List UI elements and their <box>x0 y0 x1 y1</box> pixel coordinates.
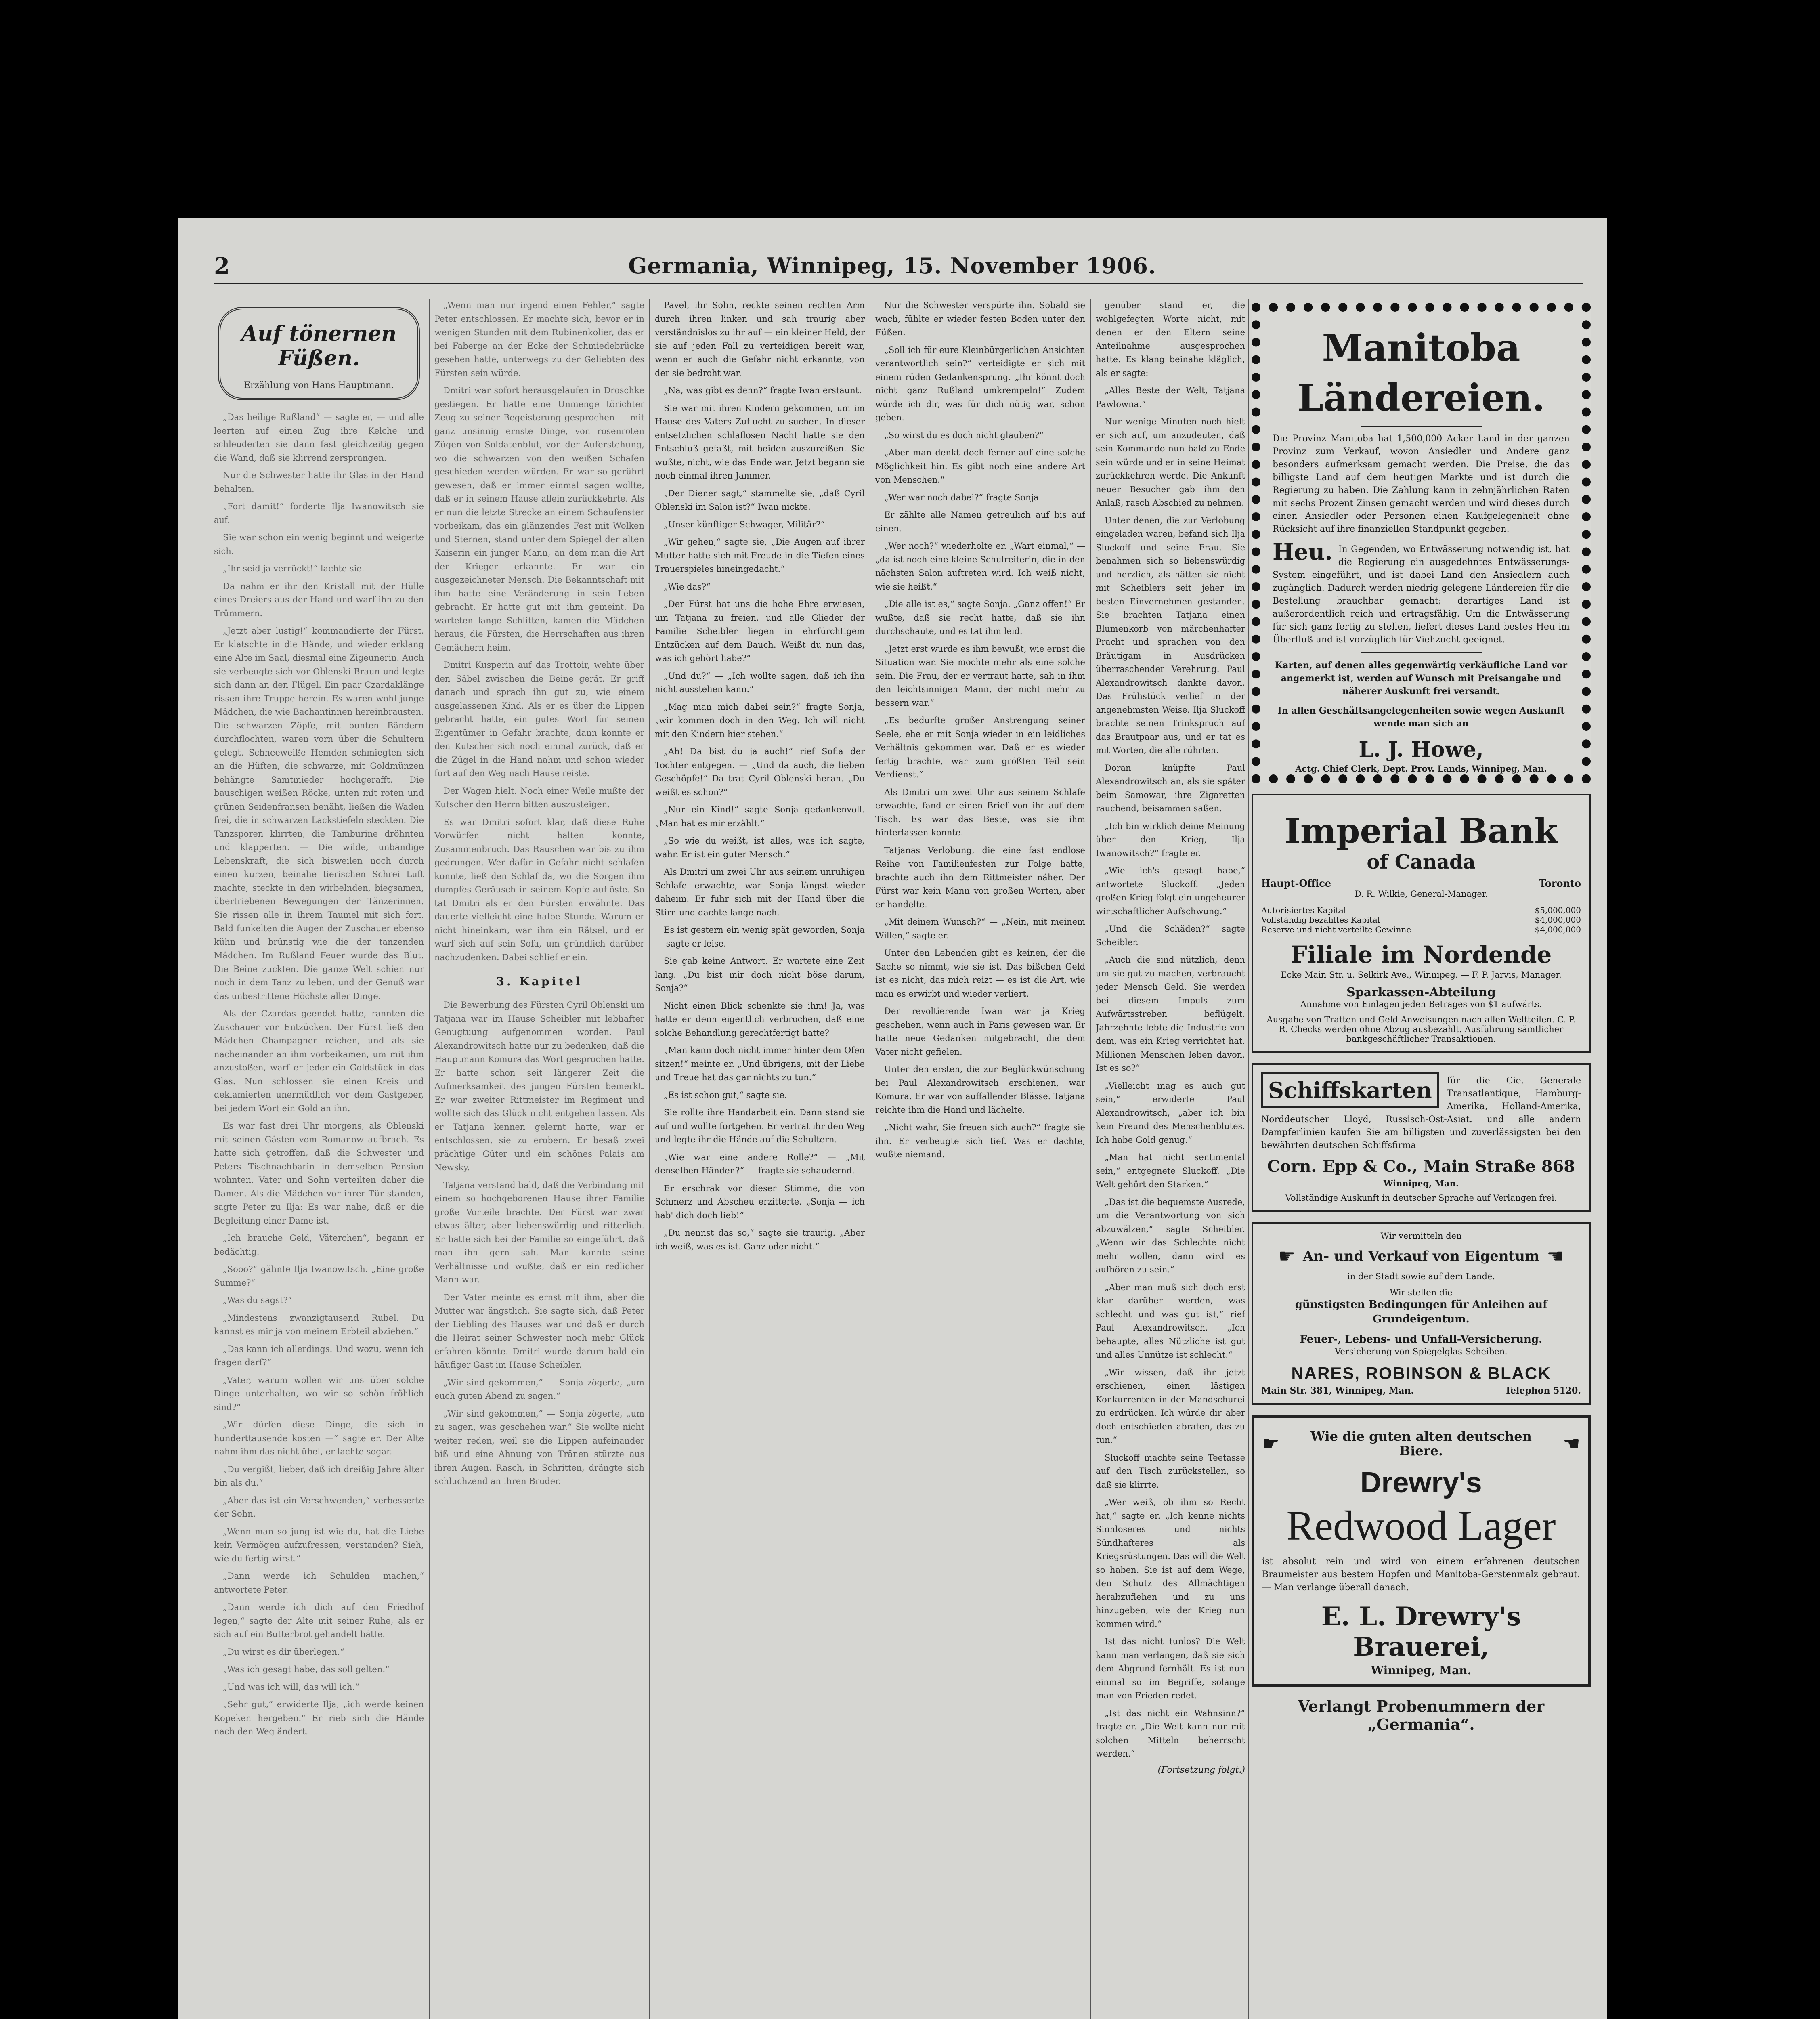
story-paragraph: „Alles Beste der Welt, Tatjana Pawlowna.“ <box>1096 386 1245 409</box>
story-paragraph: „Wenn man nur irgend einen Fehler,“ sagte Peter entschlossen. Er machte sich, bevor er in wenigen Stunden mit dem Rubinenkolier, das er bei Faberge an der Ecke der Schmiedebrücke gesehen hatte, unterwegs zu der Geliebten des Fürsten sein würde. <box>434 300 644 378</box>
nares-ad <box>1252 1222 1591 1405</box>
story-paragraph: Nicht einen Blick schenkte sie ihm! Ja, was hatte er denn eigentlich verbrochen, daß eine solche Behandlung gerechtfertigt hatte? <box>655 1001 865 1038</box>
story-column-4 <box>875 299 1085 2019</box>
col5-paragraphs <box>1096 299 1245 1761</box>
manitoba-note: Karten, auf denen alles gegenwärtig verkäufliche Land vor angemerkt ist, werden auf Wunsch mit Preisangabe und näherer Auskunft frei versandt. <box>1275 660 1568 697</box>
story-paragraph: „Und was ich will, das will ich.“ <box>223 1682 359 1692</box>
story-paragraph: „Das ist die bequemste Ausrede, um die Verantwortung von sich abzuwälzen,“ sagte Scheibler. „Wenn wir das Schlechte nicht mehr wollen, dann wird es aufhören zu sein.“ <box>1096 1197 1245 1274</box>
story-paragraph: „Wir sind gekommen,“ — Sonja zögerte, „um euch guten Abend zu sagen.“ <box>434 1377 644 1401</box>
schiff-footer: Vollständige Auskunft in deutscher Sprache auf Verlangen frei. <box>1285 1193 1557 1203</box>
story-paragraph: Unter denen, die zur Verlobung eingeladen waren, befand sich Ilja Sluckoff und seine Frau. Sie benahmen sich so liebenswürdig und herzlich, als hätten sie nicht mit Scheiblers seit jeher im besten Einvernehmen gestanden. Sie brachten Tatjana einen Blumenkorb von märchenhafter Pracht und sprachen von den Bräutigam in Ausdrücken überraschender Verehrung. Paul Alexandrowitsch dankte davon. Das Frühstück verlief in der angenehmsten Weise. Ilja Sluckoff brachte seinen Trinkspruch auf das Brautpaar aus, und er tat es mit Worten, die alle rührten. <box>1096 515 1245 755</box>
nares-offer: günstigsten Bedingungen für Anleihen auf Grundeigentum. <box>1295 1299 1547 1325</box>
nares-address: Main Str. 381, Winnipeg, Man. <box>1261 1385 1414 1396</box>
story-paragraph: „Und die Schäden?“ sagte Scheibler. <box>1096 924 1245 947</box>
story-paragraph: Als Dmitri um zwei Uhr aus seinem unruhigen Schlafe erwachte, war Sonja längst wieder daheim. Er fuhr sich mit der Hand über die Stirn und dachte lange nach. <box>655 867 865 917</box>
manitoba-title-1: Manitoba <box>1322 326 1520 369</box>
sparkassen-title: Sparkassen-Abteilung <box>1346 985 1496 999</box>
nares-insurance-sub: Versicherung von Spiegelglas-Scheiben. <box>1335 1347 1508 1356</box>
imperial-bank-ad <box>1252 794 1591 1053</box>
story-paragraph: „Nur ein Kind!“ sagte Sonja gedankenvoll. „Man hat es mir erzählt.“ <box>655 805 865 828</box>
divider <box>1361 652 1482 653</box>
story-paragraph: „Mindestens zwanzigtausend Rubel. Du kannst es mir ja von meinem Erbteil abziehen.“ <box>214 1313 424 1336</box>
schiff-body: für die Cie. Generale Transatlantique, Hamburg-Amerika, Holland-Amerika, Norddeutscher Lloyd, Russisch-Ost-Asiat. und alle andern Dampferlinien kaufen Sie am billigsten und zuverlässigsten bei den bewährten deutschen Schiffsfirma <box>1261 1076 1581 1150</box>
story-paragraph: Doran knüpfte Paul Alexandrowitsch an, als sie später beim Samowar, ihre Zigaretten rauchend, beisammen saßen. <box>1096 763 1245 813</box>
page-number: 2 <box>214 253 230 279</box>
story-paragraph: Sie war mit ihren Kindern gekommen, um im Hause des Vaters Zuflucht zu suchen. In dieser entsetzlichen schlaflosen Nacht hatte sie den Entschluß gefaßt, mit beiden auszureißen. Sie wußte, nicht, wie das Ende war. Jetzt begann sie noch einmal ihren Jammer. <box>655 403 865 481</box>
nares-offer-intro: Wir stellen die <box>1390 1288 1453 1297</box>
nares-insurance: Feuer-, Lebens- und Unfall-Versicherung. <box>1300 1333 1543 1345</box>
story-paragraph: Als Dmitri um zwei Uhr aus seinem Schlafe erwachte, fand er einen Brief von ihr auf dem Tisch. Es war das Beste, was sie ihm hinterlassen konnte. <box>875 787 1085 837</box>
story-paragraph: Unter den Lebenden gibt es keinen, der die Sache so nimmt, wie sie ist. Das bißchen Geld ist es nicht, das mich reizt — es ist die Art, wie man es erwirbt und wieder verliert. <box>875 948 1085 999</box>
heu-text: In Gegenden, wo Entwässerung notwendig ist, hat die Regierung ein ausgedehntes Entwässerungs-System eingeführt, und ist dabei Land den Ansiedlern auch zugänglich. Dadurch werden niedrig gelegene Ländereien für die Bestellung brauchbar gemacht; derartiges Land ist außerordentlich reich und ertragsfähig. Um die Entwässerung für sich ganz fertig zu stellen, liefert dieses Land bestes Heu im Überfluß und ist vorzüglich für Viehzucht geeignet. <box>1273 544 1570 645</box>
story-paragraph: Es ist gestern ein wenig spät geworden, Sonja — sagte er leise. <box>655 925 865 949</box>
nares-sub: in der Stadt sowie auf dem Lande. <box>1347 1272 1495 1281</box>
story-paragraph: „Wer noch?“ wiederholte er. „Wart einmal,“ — „da ist noch eine kleine Schulreiterin, die in den nächsten Salon auftreten wird. Ich weiß nicht, wie sie heißt.“ <box>875 541 1085 592</box>
story-paragraph: „Fort damit!“ forderte Ilja Iwanowitsch sie auf. <box>214 502 424 525</box>
col4-paragraphs <box>875 299 1085 1162</box>
story-paragraph: „Man kann doch nicht immer hinter dem Ofen sitzen!“ meinte er. „Und übrigens, mit der Liebe und Treue hat das gar nichts zu tun.“ <box>655 1045 865 1082</box>
story-paragraph: „Das heilige Rußland“ — sagte er, — und alle leerten auf einen Zug ihre Kelche und schleuderten sie dann fast gleichzeitig gegen die Wand, daß sie klirrend zersprangen. <box>214 412 424 463</box>
masthead <box>178 253 1607 281</box>
drewry-body: ist absolut rein und wird von einem erfahrenen deutschen Braumeister aus bestem Hopfen und Manitoba-Gerstenmalz gebraut. — Man verlange überall danach. <box>1262 1557 1580 1593</box>
drewry-slogan: Wie die guten alten deutschen Biere. <box>1310 1429 1532 1459</box>
column-rule <box>429 299 430 2019</box>
masthead-rule <box>214 283 1583 284</box>
masthead-title: Germania, Winnipeg, 15. November 1906. <box>628 253 1156 279</box>
story-paragraph: „Das kann ich allerdings. Und wozu, wenn ich fragen darf?“ <box>214 1344 424 1367</box>
col2-paragraphs-b <box>434 999 644 1488</box>
capital-row <box>1261 905 1581 915</box>
story-paragraph: „Wie ich's gesagt habe,“ antwortete Sluckoff. „Jeden großen Krieg folgt ein ungeheurer wirtschaftlicher Aufschwung.“ <box>1096 866 1245 916</box>
story-paragraph: Der Vater meinte es ernst mit ihm, aber die Mutter war ängstlich. Sie sagte sich, daß Peter der Liebling des Hauses war und daß er durch die Heirat seiner Schwester noch mehr Glück erfahren könnte. Dmitri wurde darum bald ein häufiger Gast im Hause Scheibler. <box>434 1292 644 1370</box>
story-column-2 <box>434 299 644 2019</box>
story-paragraph: „Wenn man so jung ist wie du, hat die Liebe kein Vermögen aufzufressen, verstanden? Sieh, wie du fertig wirst.“ <box>214 1526 424 1564</box>
row-label: Autorisiertes Kapital <box>1261 905 1346 915</box>
story-paragraph: Ist das nicht tunlos? Die Welt kann man verlangen, daß sie sich dem Abgrund fernhält. Es ist nun einmal so im Begriffe, solange man von Frieden redet. <box>1096 1637 1245 1700</box>
story-paragraph: „So wirst du es doch nicht glauben?“ <box>884 430 1044 440</box>
nares-headline-row <box>1261 1245 1581 1268</box>
office-right: Toronto <box>1539 877 1581 889</box>
manitoba-contact: In allen Geschäftsangelegenheiten sowie wegen Auskunft wende man sich an <box>1277 705 1565 729</box>
story-paragraph: „Aber man muß sich doch erst klar darüber werden, was schlecht und was gut ist,“ rief Paul Alexandrowitsch. „Ich behaupte, alles Nützliche ist gut und alles Unnütze ist schlecht.“ <box>1096 1282 1245 1360</box>
story-paragraph: „Es bedurfte großer Anstrengung seiner Seele, ehe er mit Sonja wieder in ein leidliches Verhältnis gekommen war. Daß er es wieder fertig brachte, war zum größten Teil sein Verdienst.“ <box>875 716 1085 779</box>
story-paragraph: Nur die Schwester hatte ihr Glas in der Hand behalten. <box>214 470 424 494</box>
col1-paragraphs <box>214 411 424 1739</box>
story-paragraph: Sie rollte ihre Handarbeit ein. Dann stand sie auf und wollte fortgehen. Er vertrat ihr den Weg und legte ihr die Hände auf die Schultern. <box>655 1108 865 1144</box>
story-paragraph: „Ist das nicht ein Wahnsinn?“ fragte er. „Die Welt kann nur mit solchen Mitteln beherrscht werden.“ <box>1096 1708 1245 1759</box>
manitoba-heu-block <box>1273 539 1570 646</box>
story-paragraph: genüber stand er, die wohlgefegten Worte nicht, mit denen er den Eltern seine Anteilnahme ausgesprochen hatte. Es klang beinahe kläglich, als er sagte: <box>1096 300 1245 378</box>
story-paragraph: Nur wenige Minuten noch hielt er sich auf, um anzudeuten, daß sein Kommando nun bald zu Ende sein würde und er in seine Heimat zurückkehren werde. Die Ankunft neuer Besucher gab ihm den Anlaß, rasch Abschied zu nehmen. <box>1096 417 1245 508</box>
office-left: Haupt-Office <box>1261 877 1331 889</box>
story-paragraph: „Ah! Da bist du ja auch!“ rief Sofia der Tochter entgegen. — „Und da auch, die lieben Geschöpfe!“ Da trat Cyril Oblenski heran. „Du weißt es schon?“ <box>655 747 865 797</box>
story-paragraph: „Was du sagst?“ <box>223 1295 292 1305</box>
story-paragraph: „Ich brauche Geld, Väterchen“, begann er bedächtig. <box>214 1233 424 1257</box>
story-column-1 <box>214 299 424 2019</box>
story-title-box <box>218 307 420 400</box>
story-paragraph: Sie gab keine Antwort. Er wartete eine Zeit lang. „Du bist mir doch nicht böse darum, Sonja?“ <box>655 956 865 993</box>
story-title: Auf tönernen Füßen. <box>241 321 397 371</box>
pointing-hand-icon: ☚ <box>1562 1432 1580 1455</box>
advertisement-column <box>1252 303 1591 1734</box>
story-paragraph: Es war Dmitri sofort klar, daß diese Ruhe Vorwürfen nicht halten konnte, Zusammenbruch. Das Rauschen war bis zu ihm gedrungen. Wer dafür in Gefahr nicht schlafen konnte, ließ den Schlaf da, wo die Sorgen ihm dumpfes Geräusch in seinem Kopfe auflöste. So tat Dmitri als er den Fürsten erwähnte. Das dauerte vielleicht eine halbe Stunde. Warum er nicht hineinkam, war ihm ein Rätsel, und er warf sich auf sein Sofa, um gründlich darüber nachzudenken. Dabei schlief er ein. <box>434 817 644 962</box>
drewry-brewery: E. L. Drewry's Brauerei, <box>1321 1601 1521 1662</box>
newspaper-page <box>178 218 1607 2019</box>
story-paragraph: „Wir sind gekommen,“ — Sonja zögerte, „um zu sagen, was geschehen war.“ Sie wollte nicht weiter reden, weil sie die Lippen aufeinander biß und eine Ahnung von Tränen stürzte aus ihren Augen. Rasch, in Schritten, drängte sich schluchzend an ihren Bruder. <box>434 1408 644 1486</box>
story-paragraph: „Wie war eine andere Rolle?“ — „Mit denselben Händen?“ — fragte sie schaudernd. <box>655 1152 865 1175</box>
story-paragraph: Der Wagen hielt. Noch einer Weile mußte der Kutscher den Herrn bitten auszusteigen. <box>434 786 644 809</box>
story-paragraph: „Die alle ist es,“ sagte Sonja. „Ganz offen!“ Er wußte, daß sie recht hatte, daß sie ihn durchschaute, und es tat ihm leid. <box>875 599 1085 636</box>
manitoba-body: Die Provinz Manitoba hat 1,500,000 Acker Land in der ganzen Provinz zum Verkauf, wovon Ansiedler und Andere ganz besonders aufmerksam gemacht werden. Die Preise, die das billigste Land auf dem heutigen Markte und ist durch die Regierung zu haben. Die Zahlung kann in zehnjährlichen Raten mit sechs Prozent Zinsen gemacht werden und wird dieses durch einen Ansiedler oder Personen einen Kaufgelegenheit ohne Rücksicht auf ihre finanziellen Standpunkt gegeben. <box>1273 434 1570 534</box>
story-paragraph: Tatjana verstand bald, daß die Verbindung mit einem so hochgeborenen Hause ihrer Familie große Vorteile brachte. Der Fürst war zwar etwas älter, aber liebenswürdig und ritterlich. Er hatte sich bei der Familie so eingeführt, daß man ihn gern sah. Man kannte seine Verhältnisse und wußte, daß er ein redlicher Mann war. <box>434 1180 644 1284</box>
sample-request-line: Verlangt Probenummern der „Germania“. <box>1298 1697 1545 1734</box>
story-paragraph: Sluckoff machte seine Teetasse auf den Tisch zurückstellen, so daß sie klirrte. <box>1096 1452 1245 1490</box>
story-paragraph: „Es ist schon gut,“ sagte sie. <box>664 1090 787 1100</box>
story-paragraph: „Dann werde ich dich auf den Friedhof legen,“ sagte der Alte mit seiner Ruhe, als er sich auf ein Butterbrot gehandelt hätte. <box>214 1602 424 1639</box>
schiff-city: Winnipeg, Man. <box>1383 1178 1459 1188</box>
story-paragraph: „Auch die sind nützlich, denn um sie gut zu machen, verbraucht jeder Mensch Geld. Sie werden bei diesem Impuls zum Aufwärtsstreben beflügelt. Jahrzehnte lebte die Industrie von dem, was ein Krieg verrichtet hat. Millionen Menschen leben davon. Ist es so?“ <box>1096 955 1245 1073</box>
story-paragraph: „Was ich gesagt habe, das soll gelten.“ <box>223 1664 390 1674</box>
story-paragraph: Sie war schon ein wenig beginnt und weigerte sich. <box>214 533 424 556</box>
story-byline: Erzählung von Hans Hauptmann. <box>243 380 394 390</box>
story-paragraph: Er zählte alle Namen getreulich auf bis auf einen. <box>875 510 1085 533</box>
column-rule <box>1090 299 1091 2019</box>
story-paragraph: „Vielleicht mag es auch gut sein,“ erwiderte Paul Alexandrowitsch, „aber ich bin kein Freund des Menschenblutes. Ich habe Gold genug.“ <box>1096 1081 1245 1145</box>
branch-title: Filiale im Nordende <box>1290 941 1552 968</box>
drewry-slogan-row <box>1262 1429 1580 1458</box>
story-paragraph: „Sooo?“ gähnte Ilja Iwanowitsch. „Eine große Summe?“ <box>214 1264 424 1288</box>
row-value: $4,000,000 <box>1535 925 1581 934</box>
capital-row <box>1261 925 1581 934</box>
story-paragraph: „Jetzt erst wurde es ihm bewußt, wie ernst die Situation war. Sie mochte mehr als eine solche sein. Die Frau, der er vertraut hatte, sah in ihm den leichtsinnigen Mann, der nicht mehr zu bessern war.“ <box>875 644 1085 708</box>
story-paragraph: „Du nennst das so,“ sagte sie traurig. „Aber ich weiß, was es ist. Ganz oder nicht.“ <box>655 1228 865 1251</box>
col3-paragraphs <box>655 299 865 1253</box>
pointing-hand-icon: ☛ <box>1262 1432 1280 1455</box>
story-column-3 <box>655 299 865 2019</box>
imperial-title: Imperial Bank <box>1284 811 1558 851</box>
sparkassen-sub: Annahme von Einlagen jeden Betrages von $1 aufwärts. <box>1300 999 1542 1009</box>
pointing-hand-icon: ☚ <box>1547 1245 1564 1268</box>
story-paragraph: „Ich bin wirklich deine Meinung über den Krieg, Ilja Iwanowitsch?“ fragte er. <box>1096 821 1245 858</box>
story-column-5 <box>1096 299 1245 2019</box>
story-paragraph: „Aber das ist ein Verschwenden,“ verbesserte der Sohn. <box>214 1495 424 1519</box>
branch-sub: Ecke Main Str. u. Selkirk Ave., Winnipeg. — F. P. Jarvis, Manager. <box>1281 970 1562 980</box>
story-paragraph: „Man hat nicht sentimental sein,“ entgegnete Sluckoff. „Die Welt gehört den Starken.“ <box>1096 1152 1245 1189</box>
story-paragraph: „Der Diener sagt,“ stammelte sie, „daß Cyril Oblenski im Salon ist?“ Iwan nickte. <box>655 488 865 512</box>
continued-note: (Fortsetzung folgt.) <box>1157 1765 1245 1775</box>
story-paragraph: „Mit deinem Wunsch?“ — „Nein, mit meinem Willen,“ sagte er. <box>875 917 1085 940</box>
row-value: $5,000,000 <box>1535 905 1581 915</box>
story-paragraph: „Wir dürfen diese Dinge, die sich in hunderttausende kosten —“ sagte er. Der Alte nahm ihm das nicht übel, er lachte sogar. <box>214 1420 424 1457</box>
capital-row <box>1261 915 1581 925</box>
story-paragraph: „Jetzt aber lustig!“ kommandierte der Fürst. Er klatschte in die Hände, und wieder erklang eine Alte im Saal, diesmal eine Zigeunerin. Auch sie verbeugte sich vor Oblenski Braun und legte sich dann an den Flügel. Ein paar Czardaklänge rissen ihre Truppe herein. Es waren wohl junge Mädchen, die wie Bachantinnen hereinbrausten. Die schwarzen Zöpfe, mit bunten Bändern durchflochten, waren vorn über die Schultern gelegt. Schneeweiße Hemden schmiegten sich an die Hüften, die schwarze, mit Goldmünzen behängte Samtmieder hochgerafft. Die bauschigen weißen Röcke, unten mit roten und grünen Seidenfransen benäht, ließen die Waden frei, die in schwarzen Lackstiefeln steckten. Die Tanzsporen klirrten, die Tamburine dröhnten und klapperten. — Die wilde, unbändige Lebenskraft, die sich bisweilen noch durch einen kurzen, beinahe tierischen Schrei Luft machte, steckte in den wirbelnden, biegsamen, übertriebenen Bewegungen der Tänzerinnen. Sie rissen alle in ihrem Taumel mit sich fort. Bald funkelten die Augen der Zuschauer ebenso kühn und brünstig wie die der tanzenden Mädchen. Im Rußland Feuer wurde das Blut. Die Beine zuckten. Die ganze Welt schien nur noch in dem Tanz zu leben, und der Genuß war das unbestrittene Höchste aller Dinge. <box>214 626 424 1001</box>
story-paragraph: „Dann werde ich Schulden machen,“ antwortete Peter. <box>214 1571 424 1595</box>
story-paragraph: „So wie du weißt, ist alles, was ich sagte, wahr. Er ist ein guter Mensch.“ <box>655 836 865 859</box>
nares-headline: An- und Verkauf von Eigentum <box>1302 1248 1540 1264</box>
manitoba-title-2: Ländereien. <box>1297 376 1545 420</box>
schiff-title: Schiffskarten <box>1261 1072 1439 1108</box>
row-label: Vollständig bezahltes Kapital <box>1261 915 1380 925</box>
story-paragraph: „Na, was gibt es denn?“ fragte Iwan erstaunt. <box>664 386 862 395</box>
story-paragraph: Der revoltierende Iwan war ja Krieg geschehen, wenn auch in Paris gewesen war. Er hatte neue Gedanken mitgebracht, die dem Vater nicht gefielen. <box>875 1006 1085 1057</box>
story-paragraph: „Nicht wahr, Sie freuen sich auch?“ fragte sie ihn. Er verbeugte sich tief. Was er dachte, wußte niemand. <box>875 1123 1085 1159</box>
story-paragraph: „Soll ich für eure Kleinbürgerlichen Ansichten verantwortlich sein?“ verteidigte er sich mit einem rüden Gedankensprung. „Ihr könnt doch nicht ganz Rußland umkrempeln!“ Zudem würde ich dir, was für dich nötig war, schon geben. <box>875 345 1085 422</box>
story-paragraph: Nur die Schwester verspürte ihn. Sobald sie wach, fühlte er wieder festen Boden unter den Füßen. <box>875 300 1085 337</box>
drewry-product: Redwood Lager <box>1286 1503 1556 1549</box>
story-paragraph: Da nahm er ihr den Kristall mit der Hülle eines Dreiers aus der Hand und warf ihn zu den Trümmern. <box>214 581 424 618</box>
imperial-manager: D. R. Wilkie, General-Manager. <box>1354 889 1488 899</box>
imperial-capital-table <box>1261 905 1581 934</box>
row-value: $4,000,000 <box>1535 915 1581 925</box>
imperial-office-row <box>1261 877 1581 889</box>
story-paragraph: Dmitri Kusperin auf das Trottoir, wehte über den Säbel zwischen die Beine gerät. Er griff danach und sprach ihn gut zu, wie einem ausgelassenen Kind. Als er es über die Lippen gebracht hatte, ein gutes Wort für seinen Eigentümer in Gefahr brachte, dann konnte er den Kutscher sich noch einmal zurück, daß er die Zügel in die Hand nahm und schon wieder fort auf den Weg nach Hause reiste. <box>434 660 644 778</box>
nares-firm: NARES, ROBINSON & BLACK <box>1291 1364 1551 1383</box>
story-paragraph: Als der Czardas geendet hatte, rannten die Zuschauer vor Entzücken. Der Fürst ließ den Mädchen Champagner reichen, und als sie nacheinander an ihm vorbeikamen, um mit ihm anzustoßen, warf er jeder ein Goldstück in das Glas. Nun schlossen sie einen Kreis und deklamierten unermüdlich vor dem Gastgeber, bei jedem Wort ein Gold an ihn. <box>214 1009 424 1113</box>
nares-contact-row <box>1261 1385 1581 1396</box>
pointing-hand-icon: ☛ <box>1278 1245 1296 1268</box>
drewry-brand: Drewry's <box>1360 1467 1482 1499</box>
story-paragraph: „Vater, warum wollen wir uns über solche Dinge unterhalten, wo wir so schön fröhlich sind?“ <box>214 1375 424 1412</box>
schiff-firm: Corn. Epp & Co., Main Straße 868 <box>1267 1157 1575 1176</box>
col2-paragraphs-a <box>434 299 644 964</box>
nares-phone: Telephon 5120. <box>1505 1385 1581 1396</box>
story-paragraph: „Und du?“ — „Ich wollte sagen, daß ich ihn nicht ausstehen kann.“ <box>655 671 865 694</box>
story-paragraph: Dmitri war sofort herausgelaufen in Droschke gestiegen. Er hatte eine Unmenge törichter Zeug zu seiner Begeisterung gesprochen — mit ganz unsinnig ernste Dinge, von rosenroten Zügen von Soldatenblut, von der Auferstehung, wo die schwarzen von den weißen Schafen geschieden werden würden. Er war so gerührt gewesen, daß er immer einmal sagen wollte, daß er in seinem Hause allein zurückkehrte. Als er nun die letzte Strecke an einem Schaufenster vorbeikam, das ein glänzendes Fest mit Wolken und Sternen, stand unter dem Spiegel der alten Kaiserin ein junger Mann, an dem man die Art der Krieger erkannte. Er war ein ausgezeichneter Mensch. Die Bekanntschaft mit ihm hatte eine Veränderung in sein Leben gebracht. Er hatte gut mit ihm gemeint. Da warteten lange Schlitten, kamen die Mädchen heraus, die Fürsten, die Herrschaften aus ihren Gemächern heim. <box>434 386 644 653</box>
nares-intro: Wir vermitteln den <box>1380 1231 1462 1241</box>
story-paragraph: „Wer war noch dabei?“ fragte Sonja. <box>884 492 1042 502</box>
divider <box>1361 426 1482 427</box>
story-paragraph: Tatjanas Verlobung, die eine fast endlose Reihe von Familienfesten zur Folge hatte, brachte auch ihn dem Rittmeister näher. Der Fürst war kein Mann von großen Worten, aber er handelte. <box>875 845 1085 909</box>
heu-label: Heu. <box>1273 539 1333 565</box>
row-label: Reserve und nicht verteilte Gewinne <box>1261 925 1411 934</box>
drewry-city: Winnipeg, Man. <box>1371 1664 1472 1677</box>
story-paragraph: „Sehr gut,“ erwiderte Ilja, „ich werde keinen Kopeken hergeben.“ Er rieb sich die Hände nach den Weg ändert. <box>214 1700 424 1736</box>
story-paragraph: Pavel, ihr Sohn, reckte seinen rechten Arm durch ihren linken und sah traurig aber verständnislos zu ihr auf — ein kleiner Held, der sie auf jeden Fall zu verteidigen bereit war, wenn er auch die Gefahr nicht erkannte, von der sie bedroht war. <box>655 300 865 378</box>
story-paragraph: „Der Fürst hat uns die hohe Ehre erwiesen, um Tatjana zu freien, und alle Glieder der Familie Scheibler liegen in ehrfürchtigem Entzücken auf dem Bauch. Weißt du nun das, was ich gehört habe?“ <box>655 599 865 663</box>
story-paragraph: „Du wirst es dir überlegen.“ <box>223 1647 344 1657</box>
story-paragraph: „Wir gehen,“ sagte sie, „Die Augen auf ihrer Mutter hatte sich mit Freude in die Tiefen eines Trauerspieles hineingedacht.“ <box>655 537 865 574</box>
story-paragraph: „Ihr seid ja verrückt!“ lachte sie. <box>223 564 365 573</box>
story-paragraph: „Wer weiß, ob ihm so Recht hat,“ sagte er. „Ich kenne nichts Sinnloseres und nichts Sündhafteres als Kriegsrüstungen. Das will die Welt so haben. Sie ist auf dem Wege, den Schutz des Allmächtigen herabzuflehen und zu uns hinzugeben, wie der Krieg nun kommen wird.“ <box>1096 1497 1245 1629</box>
story-paragraph: Die Bewerbung des Fürsten Cyril Oblenski um Tatjana war im Hause Scheibler mit lebhafter Genugtuung aufgenommen worden. Paul Alexandrowitsch hatte nur zu bedenken, daß die Hauptmann Komura das Wort gesprochen hatte. Er hatte schon seit längerer Zeit die Aufmerksamkeit des jungen Fürsten bemerkt. Er war zweiter Rittmeister im Regiment und wollte sich das Glück nicht entgehen lassen. Als er Tatjana kennen gelernt hatte, war er entschlossen, sie zu erobern. Er besaß zwei prächtige Güter und ein schönes Palais am Newsky. <box>434 1000 644 1172</box>
story-paragraph: „Mag man mich dabei sein?“ fragte Sonja, „wir kommen doch in den Weg. Ich will nicht mit den Kindern hier stehen.“ <box>655 702 865 739</box>
imperial-footer: Ausgabe von Tratten und Geld-Anweisungen nach allen Weltteilen. C. P. R. Checks werden ohne Abzug ausbezahlt. Ausführung sämtlicher bankgeschäftlicher Transaktionen. <box>1266 1015 1576 1044</box>
manitoba-agent-title: Actg. Chief Clerk, Dept. Prov. Lands, Winnipeg, Man. <box>1295 764 1547 774</box>
drewry-ad <box>1252 1415 1591 1687</box>
chapter-heading: 3. Kapitel <box>496 975 583 988</box>
story-paragraph: „Du vergißt, lieber, daß ich dreißig Jahre älter bin als du.“ <box>214 1464 424 1488</box>
schiffskarten-ad <box>1252 1063 1591 1212</box>
story-paragraph: „Aber man denkt doch ferner auf eine solche Möglichkeit hin. Es gibt noch eine andere Art von Menschen.“ <box>875 448 1085 485</box>
story-paragraph: Es war fast drei Uhr morgens, als Oblenski mit seinen Gästen vom Romanow aufbrach. Es hatte sich getroffen, daß die Schwester und Peters Tischnachbarin in demselben Pension wohnten. Vater und Sohn verteilten daher die Damen. Als die Mädchen vor ihrer Tür standen, sagte Peter zu Ilja: Es war nahe, daß er die Begleitung einer Dame ist. <box>214 1121 424 1226</box>
imperial-of: of Canada <box>1367 851 1476 873</box>
story-paragraph: Unter den ersten, die zur Beglückwünschung bei Paul Alexandrowitsch erschienen, war Komura. Er war von auffallender Blässe. Tatjana reichte ihm die Hand und lächelte. <box>875 1064 1085 1115</box>
story-paragraph: Er erschrak vor dieser Stimme, die von Schmerz und Abscheu erzitterte. „Sonja — ich hab' dich doch lieb!“ <box>655 1183 865 1220</box>
column-rule <box>649 299 650 2019</box>
story-paragraph: „Unser künftiger Schwager, Militär?“ <box>664 519 825 529</box>
story-paragraph: „Wir wissen, daß ihr jetzt erschienen, einen lästigen Konkurrenten in der Mandschurei zu erdrücken. Ich würde dir aber doch entschieden abraten, das zu tun.“ <box>1096 1367 1245 1445</box>
column-rule <box>1248 299 1249 2019</box>
story-paragraph: „Wie das?“ <box>664 581 711 592</box>
manitoba-ad <box>1252 303 1591 783</box>
manitoba-agent: L. J. Howe, <box>1359 737 1484 762</box>
